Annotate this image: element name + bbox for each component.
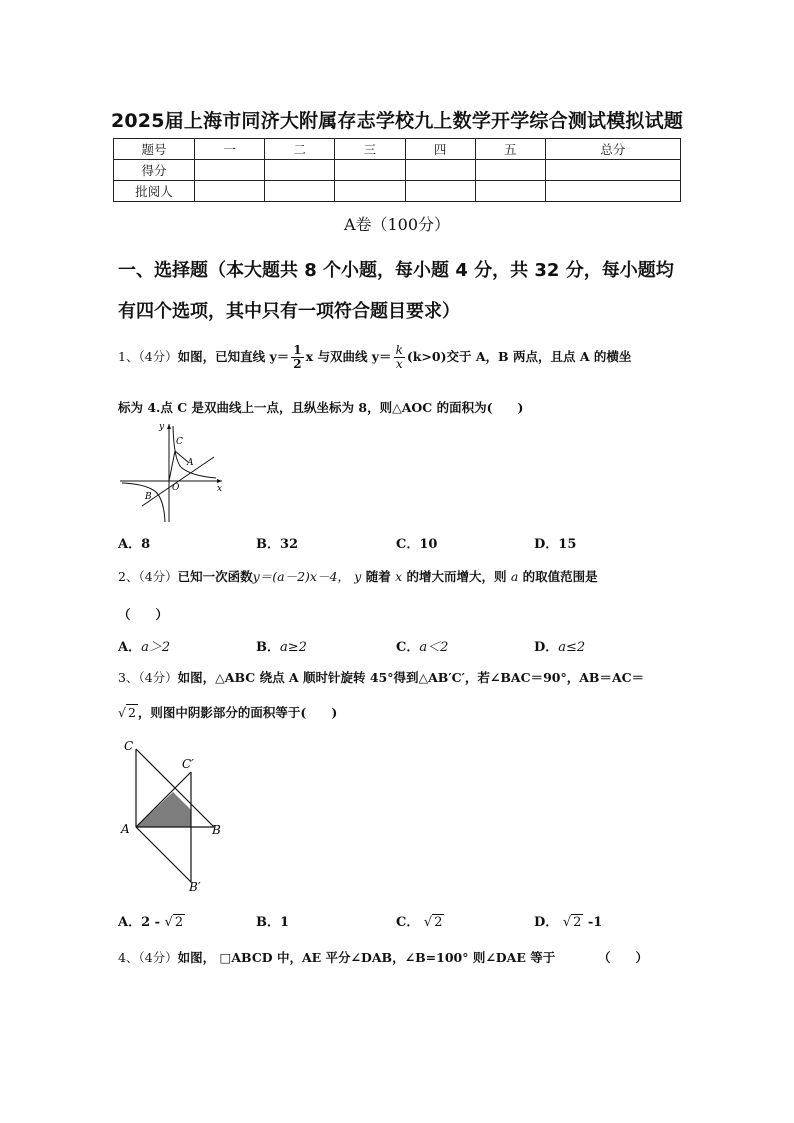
option-letter: C．	[396, 640, 420, 655]
score-table-cell: 二	[265, 139, 335, 160]
variable: x	[395, 569, 403, 584]
figure-label-a: A	[121, 822, 130, 836]
sqrt-expression: √ 2	[164, 915, 184, 930]
option-letter: C．	[396, 915, 420, 930]
sqrt-expression: √ 2	[562, 915, 582, 930]
figure-label-a: A	[187, 458, 194, 468]
score-table-cell	[475, 181, 545, 202]
score-table-cell	[405, 160, 475, 181]
score-table-cell: 一	[195, 139, 265, 160]
option-letter: A．	[118, 640, 142, 655]
question-1-line1	[118, 344, 631, 371]
score-table-cell	[545, 160, 680, 181]
score-table-header-row	[114, 139, 681, 160]
radicand: 2	[127, 705, 136, 720]
question-number: 3、（4分）	[118, 670, 178, 685]
variable: a	[510, 569, 519, 584]
option-math: a＜2	[419, 640, 449, 655]
question-1-figure	[116, 418, 228, 526]
option-text: -1	[583, 915, 603, 930]
radicand: 2	[573, 915, 582, 930]
question-text: 随着	[365, 569, 391, 584]
score-table-cell	[475, 160, 545, 181]
score-table-cell: 得分	[114, 160, 195, 181]
question-1-line2: 标为 4.点 C 是双曲线上一点，且纵坐标为 8，则△AOC 的面积为( )	[118, 400, 524, 415]
section-heading-line1: 一、选择题（本大题共 8 个小题，每小题 4 分，共 32 分，每小题均	[118, 260, 674, 281]
score-table-cell: 四	[405, 139, 475, 160]
q1-option-c[interactable]: C．10	[396, 537, 438, 552]
score-table-cell: 题号	[114, 139, 195, 160]
question-number: 4、（4分）	[118, 950, 178, 965]
q3-option-d[interactable]	[534, 911, 602, 930]
fraction-denominator: x	[395, 357, 403, 371]
question-2-line1	[118, 567, 598, 585]
sqrt-expression: √ 2	[118, 705, 136, 720]
q2-option-a[interactable]	[118, 636, 170, 655]
question-text: 如图，△ABC 绕点 A 顺时针旋转 45°得到△AB′C′，若∠BAC＝90°，AB＝AC＝	[177, 670, 645, 685]
figure-label-c: C	[124, 739, 134, 753]
figure-label-o: O	[172, 483, 180, 493]
score-table-row	[114, 160, 681, 181]
option-letter: D．	[534, 640, 559, 655]
question-text: x 与双曲线 y＝	[305, 349, 392, 364]
score-table	[113, 138, 681, 202]
question-3-line2	[118, 703, 337, 721]
question-number: 1、（4分）	[118, 349, 178, 364]
q1-option-d[interactable]: D．15	[534, 537, 577, 552]
q2-option-d[interactable]	[534, 636, 585, 655]
score-table-cell: 总分	[545, 139, 680, 160]
question-3-line1	[118, 668, 644, 686]
figure-label-b: B	[212, 823, 221, 837]
question-text: 如图，已知直线 y＝	[177, 349, 290, 364]
score-table-cell	[265, 160, 335, 181]
figure-label-x: x	[217, 484, 223, 494]
exam-title: 2025届上海市同济大附属存志学校九上数学开学综合测试模拟试题	[110, 110, 684, 132]
option-math: a≥2	[280, 640, 307, 655]
section-heading-line2: 有四个选项，其中只有一项符合题目要求）	[118, 301, 460, 322]
score-table-cell: 批阅人	[114, 181, 195, 202]
variable: y	[354, 569, 362, 584]
question-text: 的增大而增大，则	[406, 569, 507, 584]
sqrt-expression: √ 2	[423, 915, 443, 930]
question-text: (k>0)交于 A，B 两点，且点 A 的横坐	[406, 349, 632, 364]
radicand: 2	[174, 915, 184, 930]
paper-label: A卷（100分）	[343, 215, 451, 234]
figure-label-b: B	[145, 492, 152, 502]
option-math: a＞2	[141, 640, 171, 655]
fraction-one-half	[291, 344, 303, 371]
score-table-cell	[405, 181, 475, 202]
option-text: A．2 -	[118, 915, 161, 930]
score-table-cell	[335, 181, 405, 202]
score-table-cell: 五	[475, 139, 545, 160]
fraction-numerator: 1	[293, 343, 302, 357]
formula: y＝(a－2)x－4，	[252, 569, 350, 584]
figure-label-b-prime: B′	[189, 880, 201, 894]
figure-label-c-prime: C′	[182, 757, 194, 771]
fraction-k-over-x	[394, 344, 405, 371]
figure-label-y: y	[159, 422, 165, 432]
q3-option-c[interactable]	[396, 911, 444, 930]
option-letter: D．	[534, 915, 559, 930]
question-3-figure	[118, 736, 230, 896]
q3-option-b[interactable]: B．1	[256, 915, 290, 930]
q2-option-b[interactable]	[256, 636, 307, 655]
question-text: ，则图中阴影部分的面积等于( )	[137, 705, 338, 720]
q2-option-c[interactable]	[396, 636, 448, 655]
score-table-cell	[265, 181, 335, 202]
question-text: 如图， □ABCD 中，AE 平分∠DAB，∠B=100° 则∠DAE 等于	[177, 950, 556, 965]
q1-option-b[interactable]: B．32	[256, 537, 299, 552]
radicand: 2	[434, 915, 443, 930]
score-table-row	[114, 181, 681, 202]
question-text: 已知一次函数	[177, 569, 253, 584]
question-4-line1	[118, 948, 555, 966]
fraction-numerator: k	[395, 343, 403, 357]
question-number: 2、（4分）	[118, 569, 178, 584]
option-letter: B．	[256, 640, 280, 655]
option-math: a≤2	[558, 640, 586, 655]
score-table-cell	[335, 160, 405, 181]
q1-option-a[interactable]: A．8	[118, 537, 151, 552]
question-2-line2: （ ）	[118, 607, 169, 622]
q3-option-a[interactable]	[118, 911, 185, 930]
question-text: 的取值范围是	[522, 569, 598, 584]
figure-label-c: C	[176, 437, 183, 447]
fraction-denominator: 2	[293, 357, 302, 371]
score-table-cell: 三	[335, 139, 405, 160]
score-table-cell	[195, 181, 265, 202]
score-table-cell	[545, 181, 680, 202]
question-4-paren: （ ）	[598, 950, 649, 965]
score-table-cell	[195, 160, 265, 181]
